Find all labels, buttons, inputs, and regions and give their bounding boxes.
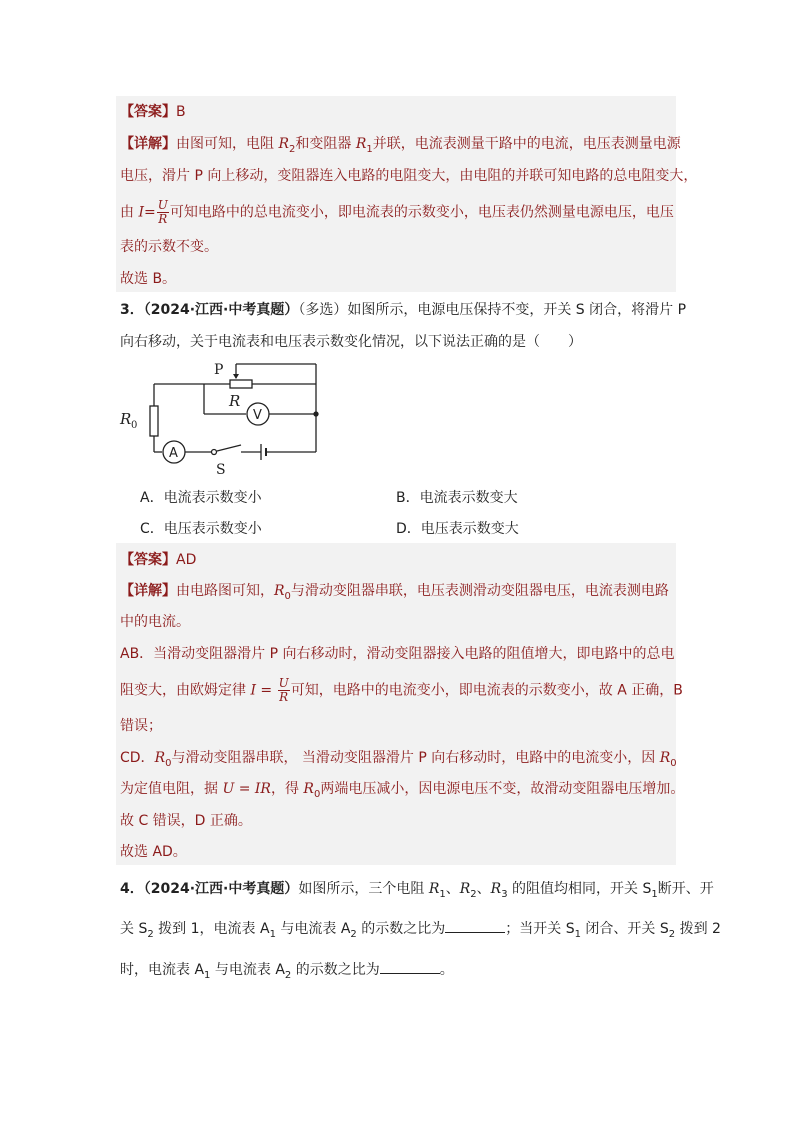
detail3-line-1: 【详解】由电路图可知，$R_0$与滑动变阻器串联，电压表测滑动变阻器电压，电流表测电路 (120, 583, 669, 602)
answer-blank-2[interactable] (380, 961, 440, 974)
question-3-line-2: 向右移动，关于电流表和电压表示数变化情况，以下说法正确的是（ ） (120, 334, 582, 350)
detail3-line-7: 为定值电阻，据 U = IR，得 $R_0$两端电压减小，因电源电压不变，故滑动变阻器电压增加。 (120, 781, 685, 800)
label-r0: R (120, 410, 132, 428)
answer-blank-1[interactable] (445, 920, 505, 933)
label-a: A (169, 446, 178, 461)
label-r: R (229, 392, 241, 410)
question-number: 3． (120, 302, 144, 318)
circuit-diagram (116, 358, 346, 488)
option-b: B．电流表示数变大 (396, 490, 518, 506)
detail3-line-6: CD．$R_0$与滑动变阻器串联， 当滑动变阻器滑片 P 向右移动时，电路中的电流变小，因 $R_0$ (120, 750, 677, 769)
detail-line-2: 电压，滑片 P 向上移动，变阻器连入电路的电阻变大，由电阻的并联可知电路的总电阻变大， (120, 168, 698, 184)
detail3-line-3: AB．当滑动变阻器滑片 P 向右移动时，滑动变阻器接入电路的阻值增大，即电路中的总电 (120, 646, 675, 662)
resistor-r0 (150, 406, 158, 436)
fraction-u-over-r: $\frac{U}{R}$ (278, 676, 289, 704)
question-4-line-2: 关 $S_2$ 拨到 1，电流表 $A_1$ 与电流表 $A_2$ 的示数之比为 ；当开关 $S_1$ 闭合、开关 $S_2$ 拨到 2 (120, 921, 721, 940)
answer-value: B (176, 104, 186, 120)
detail-line-1: 【详解】由图可知，电阻 $R_2$和变阻器 $R_1$并联，电流表测量干路中的电流，电压表测量电源 (120, 136, 681, 155)
label-s: S (216, 462, 226, 478)
question-4-line-3: 时，电流表 $A_1$ 与电流表 $A_2$ 的示数之比为 。 (120, 962, 454, 981)
detail-line-4: 表的示数不变。 (120, 239, 218, 255)
detail3-line-9: 故选 AD。 (120, 844, 187, 860)
answer-value: AD (176, 552, 197, 568)
fraction-u-over-r: $\frac{U}{R}$ (157, 198, 168, 226)
detail-line-5: 故选 B。 (120, 271, 177, 287)
answer-label: 【答案】 (120, 552, 176, 568)
answer-line-q2 (120, 103, 186, 121)
detail3-line-5: 错误； (120, 718, 162, 734)
label-p: P (214, 362, 224, 378)
solution-block-q2 (116, 96, 676, 292)
answer-line-q3 (120, 551, 196, 569)
question-4-line-1: 4．（2024·江西·中考真题）如图所示，三个电阻 $R_1$、$R_2$、$R_3$ 的阻值均相同，开关 $S_1$断开、开 (120, 881, 714, 900)
detail3-line-8: 故 C 错误，D 正确。 (120, 813, 252, 829)
detail-label: 【详解】 (120, 583, 176, 599)
question-3-line-1: 3．（2024·江西·中考真题）（多选）如图所示，电源电压保持不变，开关 S 闭合，将滑片 P (120, 302, 687, 318)
question-source: （2024·江西·中考真题） (143, 302, 299, 318)
detail-label: 【详解】 (120, 136, 176, 152)
question-source: （2024·江西·中考真题） (143, 881, 299, 897)
detail3-line-4: 阻变大，由欧姆定律 I = $\frac{U}{R}$ 可知，电路中的电流变小，即电流表的示数变小，故 A 正确，B (120, 676, 683, 704)
switch-s (212, 450, 217, 455)
detail3-line-2: 中的电流。 (120, 614, 190, 630)
answer-label: 【答案】 (120, 104, 176, 120)
rheostat-resistor (230, 380, 252, 388)
label-v: V (253, 408, 262, 423)
question-number: 4． (120, 881, 144, 897)
option-a: A．电流表示数变小 (140, 490, 262, 506)
option-c: C．电压表示数变小 (140, 521, 262, 537)
svg-text:0: 0 (131, 420, 138, 431)
option-d: D．电压表示数变大 (396, 521, 519, 537)
detail-line-3: 由 I= $\frac{U}{R}$ 可知电路中的总电流变小，即电流表的示数变小，电压表仍然测量电源电压，电压 (120, 198, 674, 226)
